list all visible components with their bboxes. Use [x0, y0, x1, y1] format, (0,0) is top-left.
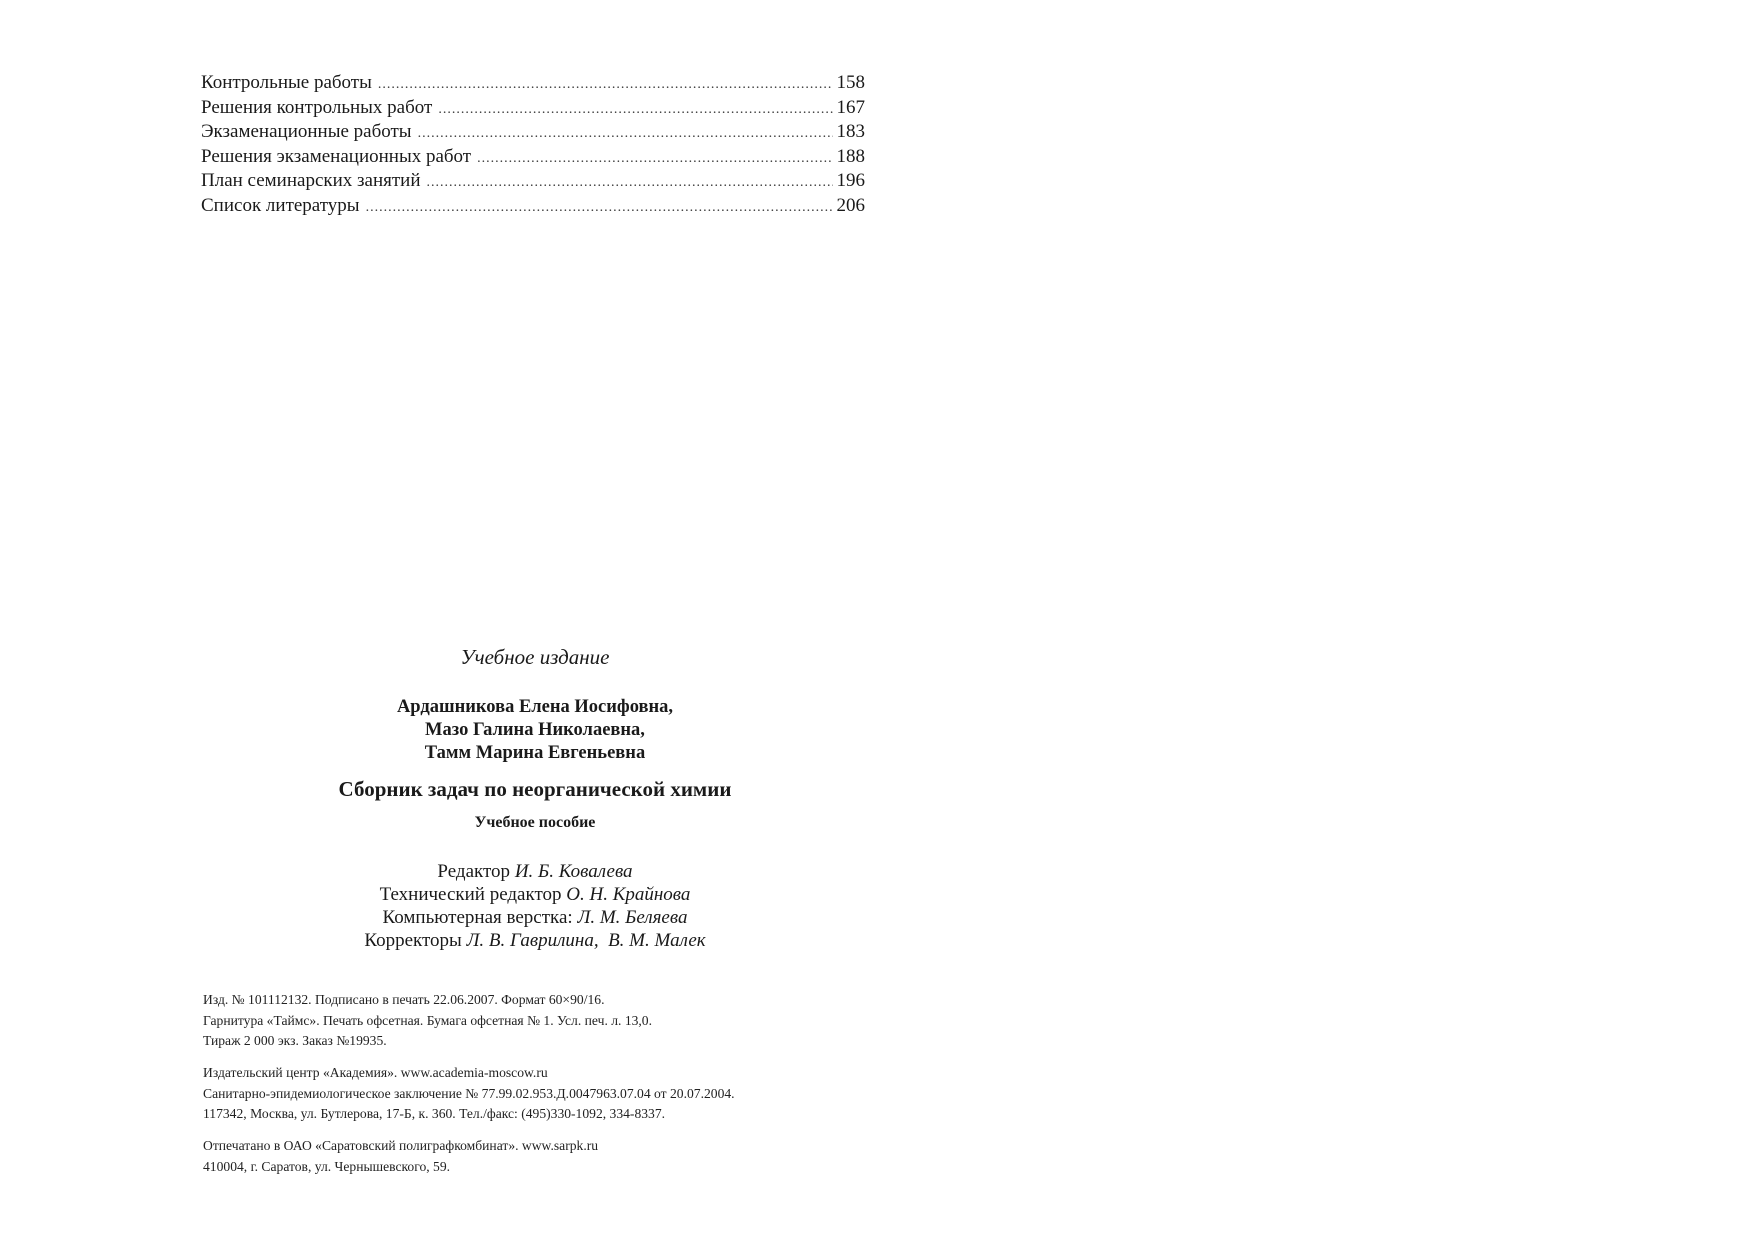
book-subtitle: Учебное пособие — [474, 814, 596, 831]
credit-line — [200, 860, 870, 883]
author-name: Ардашникова Елена Иосифовна, — [396, 697, 674, 717]
toc-entry-page: 196 — [836, 170, 865, 192]
printer-line: Отпечатано в ОАО «Саратовский полиграфкомбинат». www.sarpk.ru — [203, 1138, 599, 1153]
toc-entry — [201, 121, 865, 146]
authors-list — [200, 696, 870, 765]
toc-entry — [201, 195, 865, 220]
credit-names: Л. В. Гаврилина, В. М. Малек — [466, 930, 706, 951]
credits — [200, 860, 870, 952]
table-of-contents — [201, 72, 865, 220]
print-info-line: Изд. № 101112132. Подписано в печать 22.06.2007. Формат 60×90/16. — [203, 992, 605, 1007]
printer-block — [203, 1136, 883, 1177]
book-title: Сборник задач по неорганической химии — [338, 777, 732, 801]
author-name: Мазо Галина Николаевна, — [425, 720, 645, 740]
edition-type: Учебное издание — [460, 645, 610, 669]
credit-names: О. Н. Крайнова — [566, 884, 691, 905]
publisher-line: Издательский центр «Академия». www.academia-moscow.ru — [203, 1065, 548, 1080]
credit-names: И. Б. Ковалева — [514, 861, 633, 882]
toc-entry-title: План семинарских занятий — [201, 170, 421, 192]
toc-entry-page: 183 — [836, 121, 865, 143]
toc-entry-title: Список литературы — [201, 194, 360, 216]
toc-entry-title: Решения контрольных работ — [201, 96, 433, 118]
print-info-line: Тираж 2 000 экз. Заказ №19935. — [203, 1033, 387, 1048]
toc-entry-title: Экзаменационные работы — [201, 121, 412, 143]
toc-entry — [201, 97, 865, 122]
toc-entry-page: 188 — [836, 145, 865, 167]
toc-entry — [201, 146, 865, 171]
publisher-line: 117342, Москва, ул. Бутлерова, 17-Б, к. 360. Тел./факс: (495)330-1092, 334-8337. — [203, 1106, 666, 1121]
toc-entry-page: 167 — [836, 96, 865, 118]
toc-leader-dots — [418, 123, 833, 146]
author-name: Тамм Марина Евгеньевна — [424, 743, 646, 763]
credit-role: Технический редактор — [379, 884, 562, 905]
toc-leader-dots — [427, 172, 833, 195]
toc-leader-dots — [438, 99, 832, 122]
credit-role: Редактор — [437, 861, 511, 882]
credit-names: Л. М. Беляева — [577, 907, 688, 928]
print-info-line: Гарнитура «Таймс». Печать офсетная. Бумага офсетная № 1. Усл. печ. л. 13,0. — [203, 1012, 653, 1028]
credit-role: Корректоры — [364, 930, 462, 951]
toc-leader-dots — [378, 74, 833, 97]
toc-entry — [201, 170, 865, 195]
credit-line — [200, 929, 870, 952]
toc-entry-page: 206 — [836, 194, 865, 216]
credit-role: Компьютерная верстка: — [382, 907, 573, 928]
toc-entry — [201, 72, 865, 97]
colophon — [200, 645, 870, 952]
publisher-line: Санитарно-эпидемиологическое заключение № 77.99.02.953.Д.0047963.07.04 от 20.07.2004. — [203, 1085, 735, 1101]
toc-entry-title: Решения экзаменационных работ — [201, 145, 472, 167]
toc-entry-page: 158 — [836, 72, 865, 93]
credit-line — [200, 906, 870, 929]
publisher-block — [203, 1063, 883, 1125]
toc-entry-title: Контрольные работы — [201, 72, 372, 93]
printer-line: 410004, г. Саратов, ул. Чернышевского, 59. — [203, 1158, 451, 1174]
toc-leader-dots — [477, 148, 832, 171]
print-info-block — [203, 990, 883, 1052]
credit-line — [200, 883, 870, 906]
toc-leader-dots — [366, 197, 833, 220]
